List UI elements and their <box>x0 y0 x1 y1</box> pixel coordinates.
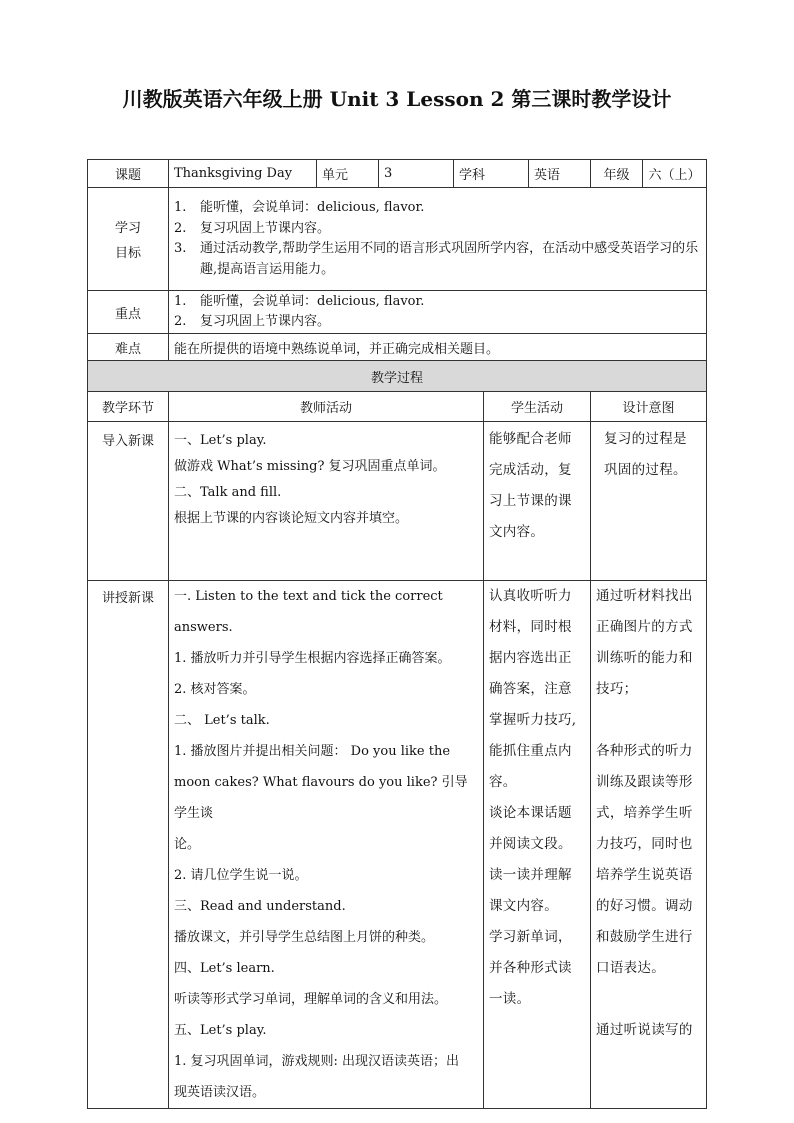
text-line: 式，培养学生听 <box>596 805 693 821</box>
text-line: 培养学生说英语 <box>596 867 693 883</box>
goals-label: 学习 目标 <box>88 188 169 291</box>
text-line: 论。 <box>174 837 201 852</box>
text-line: 能抓住重点内 <box>489 743 572 759</box>
topic-value: Thanksgiving Day <box>169 160 317 188</box>
lesson-plan-table <box>87 159 707 1109</box>
text-line: 并各种形式读 <box>489 960 572 976</box>
text-line: 训练听的能力和 <box>596 650 693 666</box>
text-line: 巩固的过程。 <box>604 462 687 478</box>
text-line: 掌握听力技巧, <box>489 712 577 728</box>
key-points-label: 重点 <box>88 291 169 334</box>
difficulty-row <box>88 334 707 361</box>
text-line <box>596 984 701 1015</box>
list-item: 1. 能听懂，会说单词：delicious, flavor. <box>174 293 425 309</box>
text-line: 习上节课的课 <box>489 493 572 509</box>
text-line: 完成活动，复 <box>489 462 572 478</box>
text-line: 五、Let’s play. <box>174 1023 267 1038</box>
text-line: 一读。 <box>489 991 531 1007</box>
text-line: 一. Listen to the text and tick the correct answers. <box>174 589 443 635</box>
unit-label: 单元 <box>317 160 379 188</box>
new-stage: 讲授新课 <box>88 581 169 1109</box>
page-title: 川教版英语六年级上册 Unit 3 Lesson 2 第三课时教学设计 <box>122 87 672 111</box>
text-line: 据内容选出正 <box>489 650 572 666</box>
new-student <box>484 581 591 1109</box>
text-line: 2. 请几位学生说一说。 <box>174 868 308 883</box>
text-line: 1. 复习巩固单词，游戏规则: 出现汉语读英语；出 <box>174 1054 460 1069</box>
text-line: 2. 核对答案。 <box>174 682 256 697</box>
columns-row <box>88 392 707 422</box>
text-line: 二、 Let’s talk. <box>174 713 270 728</box>
text-line: 一、Let’s play. <box>174 433 267 448</box>
text-line: 文内容。 <box>489 524 545 540</box>
intro-stage: 导入新课 <box>88 422 169 581</box>
text-line: 课文内容。 <box>489 898 558 914</box>
text-line: 确答案，注意 <box>489 681 572 697</box>
grade-label: 年级 <box>591 160 643 188</box>
text-line: 的好习惯。调动 <box>596 898 693 914</box>
text-line: 口语表达。 <box>596 960 666 976</box>
text-line: 读一读并理解 <box>489 867 572 883</box>
process-header: 教学过程 <box>88 361 707 392</box>
unit-value: 3 <box>379 160 454 188</box>
text-line: 力技巧，同时也 <box>596 836 693 852</box>
subject-label: 学科 <box>454 160 529 188</box>
text-line: 能够配合老师 <box>489 431 572 447</box>
intro-student <box>484 422 591 581</box>
difficulty-text: 能在所提供的语境中熟练说单词，并正确完成相关题目。 <box>169 334 707 361</box>
intro-teacher <box>169 422 484 581</box>
intro-intent <box>591 422 707 581</box>
text-line: 四、Let’s learn. <box>174 961 275 976</box>
col-stage: 教学环节 <box>88 392 169 422</box>
col-intent: 设计意图 <box>591 392 707 422</box>
text-line: 训练及跟读等形 <box>596 774 693 790</box>
text-line: 根据上节课的内容谈论短文内容并填空。 <box>174 511 409 526</box>
header-row <box>88 160 707 188</box>
col-student: 学生活动 <box>484 392 591 422</box>
grade-value: 六（上） <box>643 160 707 188</box>
process-header-row <box>88 361 707 392</box>
text-line: 谈论本课话题 <box>489 805 572 821</box>
goals-content <box>169 188 707 291</box>
intro-row <box>88 422 707 581</box>
text-line: 各种形式的听力 <box>596 743 693 759</box>
text-line: 通过听材料找出 <box>596 588 693 604</box>
text-line: 和鼓励学生进行 <box>596 929 693 945</box>
text-line: 三、Read and understand. <box>174 899 346 914</box>
difficulty-label: 难点 <box>88 334 169 361</box>
text-line: 播放课文，并引导学生总结图上月饼的种类。 <box>174 930 435 945</box>
text-line: 听读等形式学习单词，理解单词的含义和用法。 <box>174 992 448 1007</box>
text-line: 通过听说读写的 <box>596 1022 693 1038</box>
list-item: 2. 复习巩固上节课内容。 <box>174 220 331 236</box>
list-item: 2. 复习巩固上节课内容。 <box>174 314 331 329</box>
text-line: 复习的过程是 <box>604 431 687 447</box>
text-line <box>596 705 701 736</box>
key-points-content <box>169 291 707 334</box>
text-line: 做游戏 What’s missing? 复习巩固重点单词。 <box>174 459 446 474</box>
goals-list <box>174 198 701 280</box>
key-points-row <box>88 291 707 334</box>
key-points-list <box>174 292 701 333</box>
goals-row <box>88 188 707 291</box>
new-lesson-row <box>88 581 707 1109</box>
text-line: 1. 播放图片并提出相关问题： Do you like the <box>174 744 451 759</box>
text-line: 现英语读汉语。 <box>174 1085 266 1100</box>
new-teacher <box>169 581 484 1109</box>
text-line: 并阅读文段。 <box>489 836 572 852</box>
text-line: moon cakes? What flavours do you like? 引导学生谈 <box>174 775 468 821</box>
col-teacher: 教师活动 <box>169 392 484 422</box>
text-line: 学习新单词， <box>489 929 572 945</box>
list-item: 3. 通过活动教学,帮助学生运用不同的语言形式巩固所学内容，在活动中感受英语学习的乐趣,提高语言运用能力。 <box>174 241 699 277</box>
new-intent <box>591 581 707 1109</box>
text-line: 认真收听听力 <box>489 588 572 604</box>
text-line: 二、Talk and fill. <box>174 485 282 500</box>
list-item: 1. 能听懂，会说单词：delicious, flavor. <box>174 200 425 215</box>
subject-value: 英语 <box>529 160 591 188</box>
text-line: 容。 <box>489 774 517 790</box>
text-line: 技巧； <box>596 681 638 697</box>
text-line: 正确图片的方式 <box>596 619 693 635</box>
topic-label: 课题 <box>88 160 169 188</box>
text-line: 材料，同时根 <box>489 619 572 635</box>
text-line: 1. 播放听力并引导学生根据内容选择正确答案。 <box>174 651 451 666</box>
